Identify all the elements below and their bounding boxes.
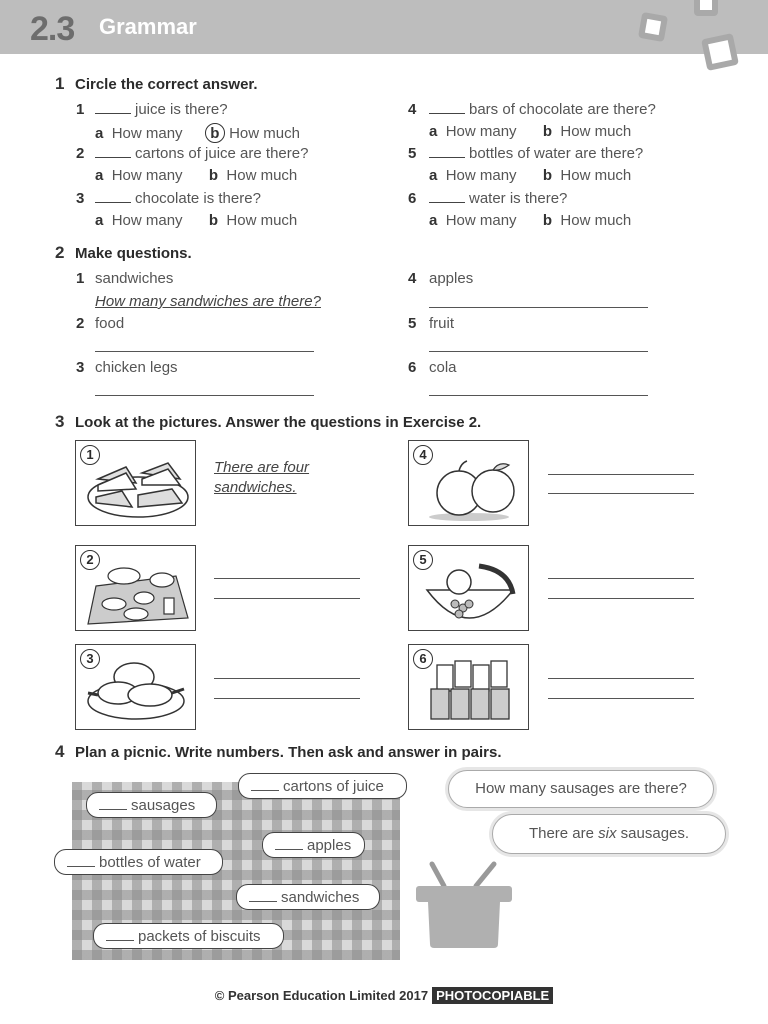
answer-line[interactable] bbox=[214, 678, 360, 679]
option-letter-a[interactable]: a bbox=[429, 123, 438, 140]
answer-blank[interactable] bbox=[95, 145, 131, 158]
ex1-number: 1 bbox=[55, 74, 65, 93]
option-b[interactable]: How much bbox=[560, 167, 632, 184]
option-a[interactable]: How many bbox=[111, 125, 183, 142]
option-letter-b[interactable]: b bbox=[208, 212, 219, 229]
speech-bubble-answer: There are six sausages. bbox=[492, 814, 726, 854]
ex1-options bbox=[429, 123, 631, 140]
option-b[interactable]: How much bbox=[226, 167, 298, 184]
ex3-title: Look at the pictures. Answer the questions in Exercise 2. bbox=[75, 414, 482, 431]
option-letter-a[interactable]: a bbox=[429, 167, 438, 184]
option-b[interactable]: How much bbox=[560, 212, 632, 229]
option-a[interactable]: How many bbox=[445, 167, 517, 184]
picture-number: 4 bbox=[413, 445, 433, 465]
answer-line[interactable] bbox=[548, 578, 694, 579]
ex2-item-word: sandwiches bbox=[95, 270, 174, 287]
ex1-item-num: 4 bbox=[408, 101, 417, 118]
option-letter-b[interactable]: b bbox=[542, 167, 553, 184]
ex2-item-word: cola bbox=[429, 359, 457, 376]
answer-line[interactable] bbox=[214, 598, 360, 599]
picture-chicken-legs bbox=[75, 644, 196, 730]
picnic-basket-icon bbox=[414, 860, 514, 952]
answer-blank[interactable] bbox=[95, 190, 131, 203]
ex2-number: 2 bbox=[55, 243, 65, 262]
option-letter-a[interactable]: a bbox=[429, 212, 438, 229]
ex1-title: Circle the correct answer. bbox=[75, 76, 258, 93]
ex2-item-word: food bbox=[95, 315, 125, 332]
ex1-item-text: water is there? bbox=[429, 190, 567, 207]
picture-number: 3 bbox=[80, 649, 100, 669]
speech-bubble-question: How many sausages are there? bbox=[448, 770, 714, 808]
answer-line[interactable] bbox=[429, 351, 648, 352]
option-a[interactable]: How many bbox=[445, 123, 517, 140]
number-blank[interactable] bbox=[106, 928, 134, 941]
answer-line[interactable] bbox=[214, 698, 360, 699]
picture-fruit bbox=[408, 545, 529, 631]
option-a[interactable]: How many bbox=[111, 167, 183, 184]
ex1-item-num: 3 bbox=[76, 190, 85, 207]
ex1-item-text: cartons of juice are there? bbox=[95, 145, 308, 162]
ex1-item-text: bottles of water are there? bbox=[429, 145, 643, 162]
ex1-options bbox=[95, 167, 297, 184]
ex3-example-answer bbox=[214, 458, 309, 498]
example-line-2: sandwiches. bbox=[214, 479, 297, 496]
answer-blank[interactable] bbox=[429, 101, 465, 114]
ex2-item-num: 1 bbox=[76, 270, 85, 287]
ex2-item-word: chicken legs bbox=[95, 359, 178, 376]
unit-number: 2.3 bbox=[30, 10, 75, 48]
option-b[interactable]: How much bbox=[560, 123, 632, 140]
option-letter-b[interactable]: b bbox=[208, 167, 219, 184]
ex3-number: 3 bbox=[55, 412, 65, 431]
ex2-example-answer: How many sandwiches are there? bbox=[95, 293, 321, 310]
ex4-number: 4 bbox=[55, 742, 65, 761]
picture-number: 1 bbox=[80, 445, 100, 465]
answer-line[interactable] bbox=[548, 493, 694, 494]
ex1-item-num: 1 bbox=[76, 101, 85, 118]
answer-line[interactable] bbox=[214, 578, 360, 579]
ex1-item-text: juice is there? bbox=[95, 101, 228, 118]
label-sausages[interactable]: sausages bbox=[86, 792, 217, 818]
picture-apples bbox=[408, 440, 529, 526]
answer-line[interactable] bbox=[429, 395, 648, 396]
ex2-item-num: 3 bbox=[76, 359, 85, 376]
answer-line[interactable] bbox=[548, 678, 694, 679]
answer-line[interactable] bbox=[429, 307, 648, 308]
number-blank[interactable] bbox=[275, 837, 303, 850]
label-bottles-of-water[interactable]: bottles of water bbox=[54, 849, 223, 875]
ex2-item-num: 4 bbox=[408, 270, 417, 287]
ex1-item-num: 6 bbox=[408, 190, 417, 207]
picture-number: 5 bbox=[413, 550, 433, 570]
number-blank[interactable] bbox=[251, 778, 279, 791]
decorative-square-2 bbox=[694, 0, 718, 16]
number-blank[interactable] bbox=[67, 854, 95, 867]
option-a[interactable]: How many bbox=[111, 212, 183, 229]
option-b[interactable]: How much bbox=[229, 125, 300, 142]
decorative-square-3 bbox=[701, 33, 739, 71]
ex2-item-num: 6 bbox=[408, 359, 417, 376]
example-line-1: There are four bbox=[214, 459, 310, 476]
picture-number: 6 bbox=[413, 649, 433, 669]
ex2-title: Make questions. bbox=[75, 245, 192, 262]
number-blank[interactable] bbox=[249, 889, 277, 902]
footer bbox=[0, 988, 768, 1003]
answer-blank[interactable] bbox=[95, 101, 131, 114]
answer-blank[interactable] bbox=[429, 145, 465, 158]
copyright-text: © Pearson Education Limited 2017 bbox=[214, 988, 429, 1003]
ex1-options bbox=[429, 167, 631, 184]
picture-food bbox=[75, 545, 196, 631]
option-letter-a[interactable]: a bbox=[95, 167, 104, 184]
ex1-options bbox=[429, 212, 631, 229]
option-letter-a[interactable]: a bbox=[95, 212, 104, 229]
label-cartons-of-juice[interactable]: cartons of juice bbox=[238, 773, 407, 799]
ex2-item-num: 2 bbox=[76, 315, 85, 332]
answer-line[interactable] bbox=[95, 395, 314, 396]
option-a[interactable]: How many bbox=[445, 212, 517, 229]
answer-line[interactable] bbox=[548, 474, 694, 475]
ex1-item-text: chocolate is there? bbox=[95, 190, 261, 207]
label-sandwiches[interactable]: sandwiches bbox=[236, 884, 380, 910]
answer-line[interactable] bbox=[548, 698, 694, 699]
label-packets-of-biscuits[interactable]: packets of biscuits bbox=[93, 923, 284, 949]
option-letter-b[interactable]: b bbox=[542, 212, 553, 229]
ex1-item-num: 5 bbox=[408, 145, 417, 162]
ex2-item-num: 5 bbox=[408, 315, 417, 332]
ex1-options bbox=[95, 123, 300, 143]
decorative-square-1 bbox=[638, 12, 668, 42]
answer-blank[interactable] bbox=[429, 190, 465, 203]
answer-line[interactable] bbox=[548, 598, 694, 599]
option-letter-b-circled[interactable]: b bbox=[205, 123, 225, 143]
ex1-item-text: bars of chocolate are there? bbox=[429, 101, 656, 118]
number-blank[interactable] bbox=[99, 797, 127, 810]
option-letter-a[interactable]: a bbox=[95, 125, 104, 142]
photocopiable-badge: PHOTOCOPIABLE bbox=[432, 987, 553, 1004]
picture-number: 2 bbox=[80, 550, 100, 570]
label-apples[interactable]: apples bbox=[262, 832, 365, 858]
ex1-item-num: 2 bbox=[76, 145, 85, 162]
unit-title: Grammar bbox=[99, 14, 197, 39]
picture-cola bbox=[408, 644, 529, 730]
ex1-options bbox=[95, 212, 297, 229]
ex2-item-word: apples bbox=[429, 270, 474, 287]
answer-line[interactable] bbox=[95, 351, 314, 352]
picture-sandwiches bbox=[75, 440, 196, 526]
option-b[interactable]: How much bbox=[226, 212, 298, 229]
ex2-item-word: fruit bbox=[429, 315, 455, 332]
option-letter-b[interactable]: b bbox=[542, 123, 553, 140]
ex4-title: Plan a picnic. Write numbers. Then ask and answer in pairs. bbox=[75, 744, 502, 761]
